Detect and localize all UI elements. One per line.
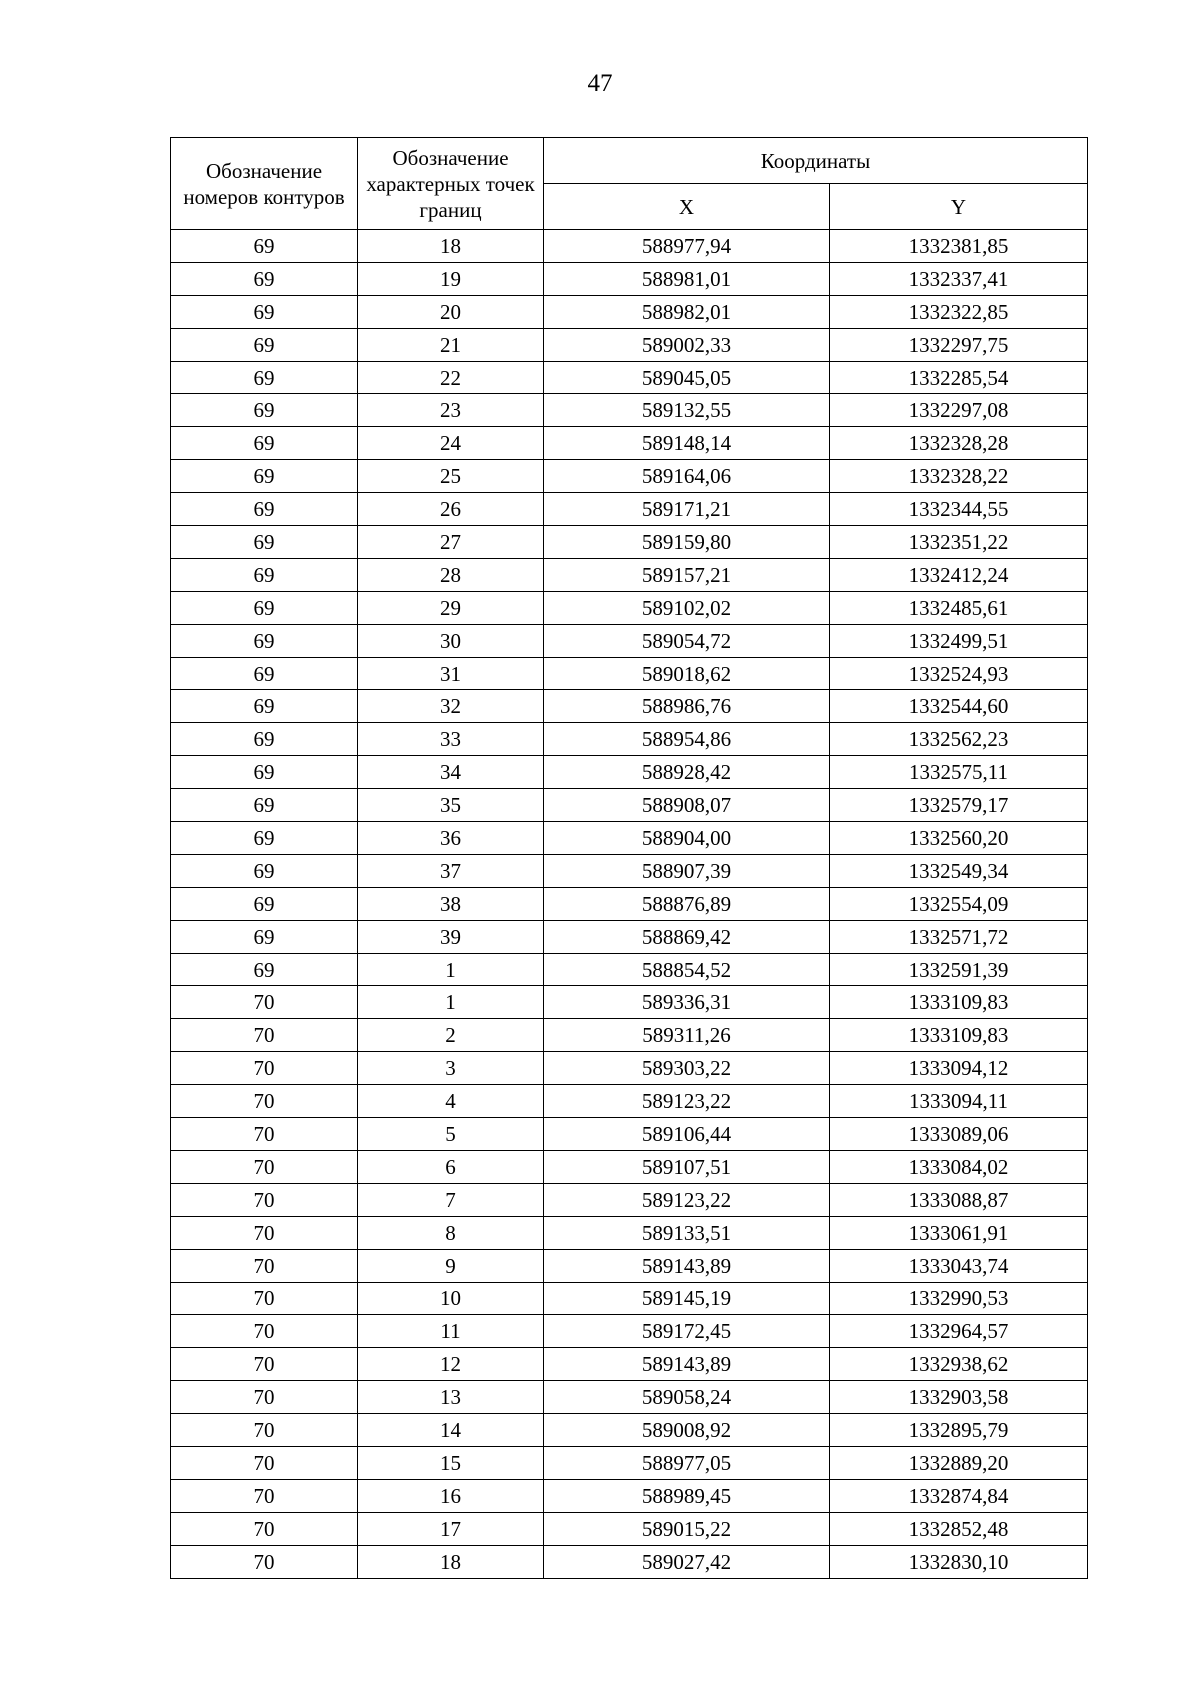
table-row	[171, 854, 1088, 887]
cell-contour: 70	[171, 1414, 358, 1447]
cell-y: 1333084,02	[830, 1150, 1088, 1183]
cell-y: 1332579,17	[830, 789, 1088, 822]
cell-contour: 69	[171, 460, 358, 493]
table-row	[171, 1414, 1088, 1447]
cell-contour: 70	[171, 1183, 358, 1216]
cell-contour: 69	[171, 591, 358, 624]
cell-point: 7	[358, 1183, 544, 1216]
cell-x: 589133,51	[544, 1216, 830, 1249]
cell-contour: 70	[171, 1019, 358, 1052]
cell-contour: 69	[171, 822, 358, 855]
table-row	[171, 328, 1088, 361]
cell-contour: 69	[171, 854, 358, 887]
cell-y: 1332322,85	[830, 295, 1088, 328]
cell-point: 17	[358, 1512, 544, 1545]
cell-contour: 70	[171, 1446, 358, 1479]
cell-y: 1332344,55	[830, 493, 1088, 526]
cell-y: 1333061,91	[830, 1216, 1088, 1249]
table-row	[171, 1315, 1088, 1348]
cell-x: 589148,14	[544, 427, 830, 460]
cell-contour: 69	[171, 920, 358, 953]
cell-y: 1332938,62	[830, 1348, 1088, 1381]
cell-contour: 69	[171, 624, 358, 657]
cell-x: 589058,24	[544, 1381, 830, 1414]
table-row	[171, 1118, 1088, 1151]
cell-point: 18	[358, 1545, 544, 1578]
cell-point: 38	[358, 887, 544, 920]
cell-point: 28	[358, 558, 544, 591]
cell-contour: 69	[171, 657, 358, 690]
cell-contour: 70	[171, 1150, 358, 1183]
cell-x: 588977,94	[544, 230, 830, 263]
table-row	[171, 1545, 1088, 1578]
table-row	[171, 822, 1088, 855]
table-row	[171, 887, 1088, 920]
header-contour-numbers: Обозначение номеров контуров	[171, 138, 358, 230]
table-row	[171, 624, 1088, 657]
cell-contour: 69	[171, 756, 358, 789]
cell-x: 588981,01	[544, 262, 830, 295]
cell-point: 31	[358, 657, 544, 690]
table-row	[171, 1479, 1088, 1512]
cell-x: 589018,62	[544, 657, 830, 690]
cell-x: 589311,26	[544, 1019, 830, 1052]
table-row	[171, 1216, 1088, 1249]
cell-y: 1333094,12	[830, 1052, 1088, 1085]
table-row	[171, 427, 1088, 460]
cell-point: 9	[358, 1249, 544, 1282]
cell-x: 588977,05	[544, 1446, 830, 1479]
cell-contour: 70	[171, 1118, 358, 1151]
table-row	[171, 1446, 1088, 1479]
cell-point: 16	[358, 1479, 544, 1512]
cell-x: 589106,44	[544, 1118, 830, 1151]
cell-x: 588907,39	[544, 854, 830, 887]
cell-x: 589172,45	[544, 1315, 830, 1348]
cell-y: 1332575,11	[830, 756, 1088, 789]
cell-contour: 69	[171, 394, 358, 427]
cell-y: 1332903,58	[830, 1381, 1088, 1414]
cell-x: 589008,92	[544, 1414, 830, 1447]
table-row	[171, 1085, 1088, 1118]
cell-y: 1332524,93	[830, 657, 1088, 690]
table-row	[171, 953, 1088, 986]
cell-point: 29	[358, 591, 544, 624]
cell-point: 30	[358, 624, 544, 657]
cell-contour: 70	[171, 1249, 358, 1282]
table-row	[171, 986, 1088, 1019]
cell-x: 588982,01	[544, 295, 830, 328]
cell-point: 1	[358, 986, 544, 1019]
cell-y: 1333109,83	[830, 1019, 1088, 1052]
cell-contour: 70	[171, 1381, 358, 1414]
table-row	[171, 1282, 1088, 1315]
cell-point: 15	[358, 1446, 544, 1479]
table-row	[171, 1052, 1088, 1085]
cell-point: 12	[358, 1348, 544, 1381]
cell-y: 1332337,41	[830, 262, 1088, 295]
table-body	[171, 230, 1088, 1579]
cell-y: 1332381,85	[830, 230, 1088, 263]
cell-point: 33	[358, 723, 544, 756]
cell-y: 1333109,83	[830, 986, 1088, 1019]
table-row	[171, 1381, 1088, 1414]
cell-x: 589132,55	[544, 394, 830, 427]
cell-point: 5	[358, 1118, 544, 1151]
cell-point: 34	[358, 756, 544, 789]
coordinates-table	[170, 137, 1088, 1579]
header-boundary-points: Обозначение характерных точек границ	[358, 138, 544, 230]
cell-point: 18	[358, 230, 544, 263]
cell-y: 1332328,28	[830, 427, 1088, 460]
cell-point: 11	[358, 1315, 544, 1348]
table-row	[171, 690, 1088, 723]
cell-y: 1333089,06	[830, 1118, 1088, 1151]
cell-y: 1332554,09	[830, 887, 1088, 920]
cell-contour: 70	[171, 1052, 358, 1085]
table-row	[171, 1150, 1088, 1183]
cell-x: 589171,21	[544, 493, 830, 526]
cell-contour: 70	[171, 1085, 358, 1118]
cell-y: 1332830,10	[830, 1545, 1088, 1578]
cell-contour: 69	[171, 723, 358, 756]
cell-point: 4	[358, 1085, 544, 1118]
header-y: Y	[830, 184, 1088, 230]
cell-contour: 70	[171, 1282, 358, 1315]
table-row	[171, 789, 1088, 822]
cell-contour: 70	[171, 1216, 358, 1249]
cell-y: 1333088,87	[830, 1183, 1088, 1216]
cell-point: 14	[358, 1414, 544, 1447]
cell-x: 588876,89	[544, 887, 830, 920]
cell-point: 22	[358, 361, 544, 394]
cell-point: 1	[358, 953, 544, 986]
cell-x: 589054,72	[544, 624, 830, 657]
cell-contour: 69	[171, 789, 358, 822]
cell-x: 589027,42	[544, 1545, 830, 1578]
cell-contour: 70	[171, 1348, 358, 1381]
cell-x: 589102,02	[544, 591, 830, 624]
cell-x: 588854,52	[544, 953, 830, 986]
cell-point: 24	[358, 427, 544, 460]
cell-x: 589123,22	[544, 1183, 830, 1216]
cell-point: 3	[358, 1052, 544, 1085]
header-coordinates: Координаты	[544, 138, 1088, 184]
cell-point: 10	[358, 1282, 544, 1315]
cell-x: 588869,42	[544, 920, 830, 953]
cell-y: 1332560,20	[830, 822, 1088, 855]
cell-point: 32	[358, 690, 544, 723]
cell-y: 1332285,54	[830, 361, 1088, 394]
table-row	[171, 526, 1088, 559]
cell-x: 589157,21	[544, 558, 830, 591]
cell-x: 588928,42	[544, 756, 830, 789]
cell-y: 1332591,39	[830, 953, 1088, 986]
cell-y: 1332499,51	[830, 624, 1088, 657]
cell-contour: 70	[171, 1512, 358, 1545]
cell-contour: 69	[171, 493, 358, 526]
table-row	[171, 262, 1088, 295]
cell-contour: 69	[171, 427, 358, 460]
table-row	[171, 394, 1088, 427]
table-row	[171, 558, 1088, 591]
cell-x: 589145,19	[544, 1282, 830, 1315]
cell-point: 39	[358, 920, 544, 953]
cell-contour: 69	[171, 690, 358, 723]
cell-x: 589107,51	[544, 1150, 830, 1183]
cell-contour: 69	[171, 953, 358, 986]
cell-y: 1332990,53	[830, 1282, 1088, 1315]
cell-point: 25	[358, 460, 544, 493]
cell-contour: 69	[171, 526, 358, 559]
table-row	[171, 723, 1088, 756]
cell-point: 6	[358, 1150, 544, 1183]
cell-y: 1332351,22	[830, 526, 1088, 559]
cell-y: 1332964,57	[830, 1315, 1088, 1348]
table-row	[171, 1183, 1088, 1216]
cell-point: 21	[358, 328, 544, 361]
cell-x: 589164,06	[544, 460, 830, 493]
cell-y: 1332485,61	[830, 591, 1088, 624]
cell-point: 27	[358, 526, 544, 559]
cell-x: 588904,00	[544, 822, 830, 855]
cell-x: 589336,31	[544, 986, 830, 1019]
cell-contour: 69	[171, 558, 358, 591]
cell-y: 1333043,74	[830, 1249, 1088, 1282]
cell-y: 1332297,08	[830, 394, 1088, 427]
cell-contour: 69	[171, 230, 358, 263]
cell-y: 1332412,24	[830, 558, 1088, 591]
cell-y: 1332328,22	[830, 460, 1088, 493]
cell-y: 1332874,84	[830, 1479, 1088, 1512]
table-row	[171, 230, 1088, 263]
cell-y: 1332889,20	[830, 1446, 1088, 1479]
cell-point: 37	[358, 854, 544, 887]
cell-x: 589002,33	[544, 328, 830, 361]
table-row	[171, 460, 1088, 493]
cell-y: 1332852,48	[830, 1512, 1088, 1545]
cell-contour: 69	[171, 328, 358, 361]
table-row	[171, 1019, 1088, 1052]
cell-contour: 70	[171, 1479, 358, 1512]
cell-contour: 70	[171, 986, 358, 1019]
table-row	[171, 361, 1088, 394]
cell-contour: 69	[171, 361, 358, 394]
cell-y: 1333094,11	[830, 1085, 1088, 1118]
cell-point: 36	[358, 822, 544, 855]
cell-y: 1332562,23	[830, 723, 1088, 756]
cell-point: 23	[358, 394, 544, 427]
cell-contour: 69	[171, 262, 358, 295]
cell-point: 19	[358, 262, 544, 295]
cell-x: 589159,80	[544, 526, 830, 559]
header-x: X	[544, 184, 830, 230]
cell-y: 1332544,60	[830, 690, 1088, 723]
page-number: 47	[587, 70, 613, 97]
cell-contour: 70	[171, 1315, 358, 1348]
table-row	[171, 657, 1088, 690]
cell-y: 1332571,72	[830, 920, 1088, 953]
cell-x: 589143,89	[544, 1348, 830, 1381]
cell-point: 26	[358, 493, 544, 526]
cell-x: 588954,86	[544, 723, 830, 756]
table-row	[171, 295, 1088, 328]
table-header	[171, 138, 1088, 230]
cell-x: 588986,76	[544, 690, 830, 723]
cell-y: 1332895,79	[830, 1414, 1088, 1447]
table-row	[171, 920, 1088, 953]
table-row	[171, 1348, 1088, 1381]
table-row	[171, 591, 1088, 624]
cell-x: 589045,05	[544, 361, 830, 394]
cell-point: 13	[358, 1381, 544, 1414]
table-row	[171, 1249, 1088, 1282]
cell-contour: 69	[171, 295, 358, 328]
cell-x: 588908,07	[544, 789, 830, 822]
table-row	[171, 493, 1088, 526]
cell-x: 589123,22	[544, 1085, 830, 1118]
cell-x: 589015,22	[544, 1512, 830, 1545]
table-row	[171, 1512, 1088, 1545]
cell-x: 588989,45	[544, 1479, 830, 1512]
cell-y: 1332297,75	[830, 328, 1088, 361]
cell-contour: 70	[171, 1545, 358, 1578]
cell-point: 8	[358, 1216, 544, 1249]
cell-point: 20	[358, 295, 544, 328]
cell-point: 2	[358, 1019, 544, 1052]
table-row	[171, 756, 1088, 789]
cell-point: 35	[358, 789, 544, 822]
cell-x: 589143,89	[544, 1249, 830, 1282]
cell-x: 589303,22	[544, 1052, 830, 1085]
cell-y: 1332549,34	[830, 854, 1088, 887]
cell-contour: 69	[171, 887, 358, 920]
